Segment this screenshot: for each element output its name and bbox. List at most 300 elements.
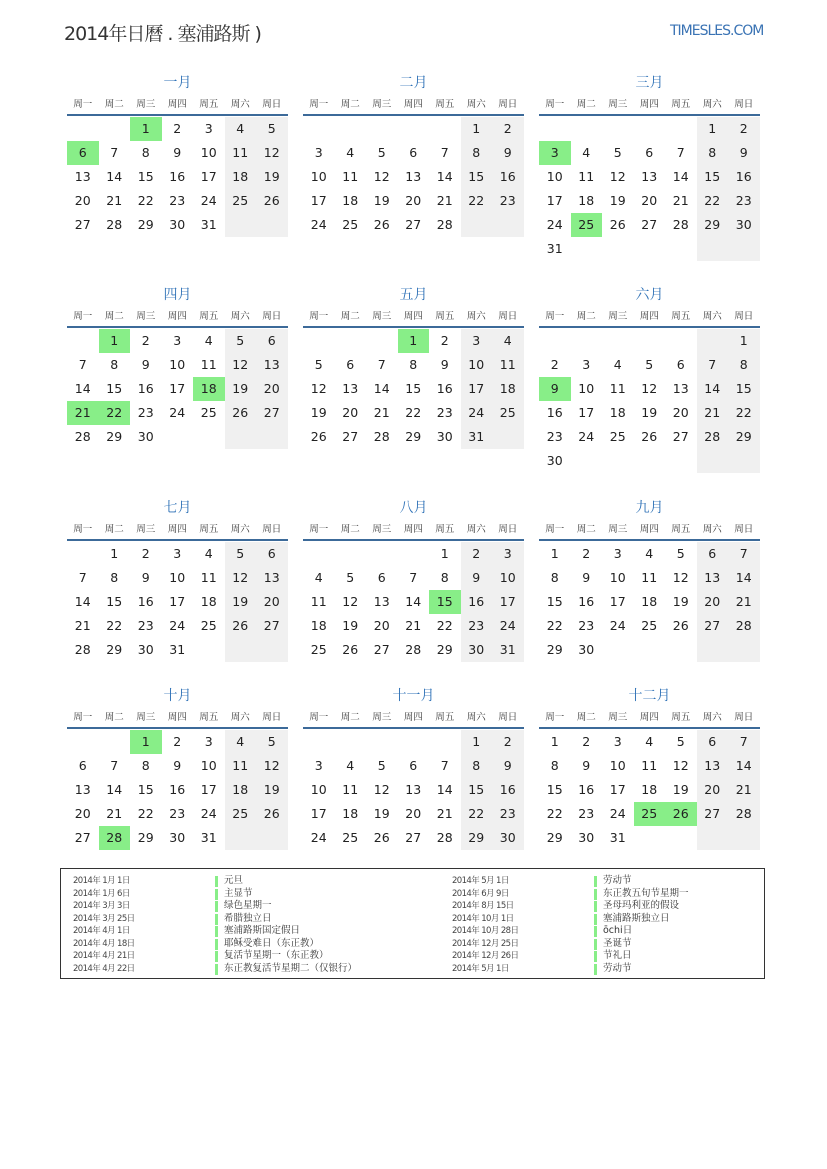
day-cell[interactable]: 12 [256,141,288,165]
day-cell[interactable]: 12 [373,782,390,797]
day-cell[interactable]: 19 [373,806,390,821]
day-cell[interactable]: 24 [609,806,626,821]
day-cell[interactable]: 4 [645,546,654,561]
day-cell[interactable]: 9 [492,141,524,165]
day-cell[interactable]: 24 [200,193,217,208]
day-cell[interactable]: 25 [609,429,626,444]
day-cell[interactable]: 21 [373,405,390,420]
day-cell[interactable]: 30 [436,429,453,444]
day-cell[interactable]: 29 [546,830,563,845]
day-cell[interactable]: 16 [137,594,154,609]
day-cell[interactable]: 5 [225,542,257,566]
day-cell[interactable]: 19 [373,193,390,208]
day-cell[interactable]: 13 [405,782,422,797]
day-cell[interactable]: 24 [609,618,626,633]
day-cell[interactable]: 5 [346,570,355,585]
day-cell[interactable]: 11 [200,357,217,372]
day-cell[interactable]: 14 [373,381,390,396]
day-cell[interactable]: 22 [137,806,154,821]
day-cell[interactable]: 15 [461,165,493,189]
day-cell[interactable]: 1 [728,329,760,353]
day-cell[interactable]: 29 [137,830,154,845]
day-cell[interactable]: 1 [697,117,729,141]
day-cell[interactable]: 3 [492,542,524,566]
day-cell[interactable]: 12 [373,169,390,184]
day-cell[interactable]: 4 [346,145,355,160]
day-cell[interactable]: 23 [169,806,186,821]
day-cell[interactable]: 16 [492,165,524,189]
day-cell[interactable]: 16 [169,169,186,184]
holiday-day-cell[interactable]: 1 [130,730,162,754]
day-cell[interactable]: 13 [405,169,422,184]
day-cell[interactable]: 7 [440,758,449,773]
day-cell[interactable]: 14 [672,169,689,184]
day-cell[interactable]: 14 [405,594,422,609]
holiday-day-cell[interactable]: 18 [193,377,225,401]
day-cell[interactable]: 18 [225,778,257,802]
day-cell[interactable]: 7 [110,145,119,160]
day-cell[interactable]: 2 [141,333,150,348]
day-cell[interactable]: 18 [641,594,658,609]
day-cell[interactable]: 21 [106,806,123,821]
day-cell[interactable]: 14 [436,782,453,797]
day-cell[interactable]: 16 [169,782,186,797]
day-cell[interactable]: 2 [728,117,760,141]
day-cell[interactable]: 3 [173,546,182,561]
day-cell[interactable]: 11 [641,758,658,773]
day-cell[interactable]: 12 [672,570,689,585]
day-cell[interactable]: 27 [256,401,288,425]
day-cell[interactable]: 5 [377,145,386,160]
day-cell[interactable]: 30 [578,642,595,657]
day-cell[interactable]: 26 [256,189,288,213]
day-cell[interactable]: 16 [578,782,595,797]
day-cell[interactable]: 9 [440,357,449,372]
day-cell[interactable]: 8 [409,357,418,372]
day-cell[interactable]: 16 [492,778,524,802]
day-cell[interactable]: 14 [106,782,123,797]
day-cell[interactable]: 5 [314,357,323,372]
day-cell[interactable]: 24 [200,806,217,821]
holiday-day-cell[interactable]: 9 [539,377,571,401]
day-cell[interactable]: 12 [225,566,257,590]
day-cell[interactable]: 20 [256,377,288,401]
day-cell[interactable]: 10 [200,758,217,773]
day-cell[interactable]: 10 [609,570,626,585]
holiday-day-cell[interactable]: 15 [429,590,461,614]
day-cell[interactable]: 29 [436,642,453,657]
day-cell[interactable]: 6 [645,145,654,160]
day-cell[interactable]: 17 [310,193,327,208]
day-cell[interactable]: 12 [672,758,689,773]
day-cell[interactable]: 28 [74,429,91,444]
day-cell[interactable]: 9 [141,357,150,372]
day-cell[interactable]: 13 [697,754,729,778]
day-cell[interactable]: 5 [613,145,622,160]
day-cell[interactable]: 2 [173,734,182,749]
day-cell[interactable]: 6 [697,542,729,566]
day-cell[interactable]: 26 [256,802,288,826]
day-cell[interactable]: 1 [461,117,493,141]
day-cell[interactable]: 10 [200,145,217,160]
day-cell[interactable]: 11 [200,570,217,585]
day-cell[interactable]: 25 [342,830,359,845]
day-cell[interactable]: 27 [405,830,422,845]
day-cell[interactable]: 10 [578,381,595,396]
day-cell[interactable]: 8 [697,141,729,165]
day-cell[interactable]: 28 [436,217,453,232]
day-cell[interactable]: 9 [461,566,493,590]
day-cell[interactable]: 11 [609,381,626,396]
holiday-day-cell[interactable]: 1 [130,117,162,141]
day-cell[interactable]: 23 [578,618,595,633]
day-cell[interactable]: 26 [225,401,257,425]
day-cell[interactable]: 26 [225,614,257,638]
day-cell[interactable]: 22 [461,189,493,213]
day-cell[interactable]: 2 [550,357,559,372]
day-cell[interactable]: 9 [492,754,524,778]
day-cell[interactable]: 30 [461,638,493,662]
day-cell[interactable]: 17 [200,782,217,797]
day-cell[interactable]: 13 [672,381,689,396]
day-cell[interactable]: 29 [106,642,123,657]
day-cell[interactable]: 6 [256,329,288,353]
day-cell[interactable]: 14 [106,169,123,184]
day-cell[interactable]: 24 [578,429,595,444]
day-cell[interactable]: 5 [225,329,257,353]
day-cell[interactable]: 20 [74,193,91,208]
day-cell[interactable]: 18 [492,377,524,401]
day-cell[interactable]: 20 [697,778,729,802]
day-cell[interactable]: 6 [346,357,355,372]
day-cell[interactable]: 8 [461,754,493,778]
day-cell[interactable]: 10 [310,782,327,797]
day-cell[interactable]: 11 [310,594,327,609]
day-cell[interactable]: 27 [74,830,91,845]
day-cell[interactable]: 19 [225,377,257,401]
day-cell[interactable]: 6 [676,357,685,372]
day-cell[interactable]: 3 [582,357,591,372]
day-cell[interactable]: 23 [436,405,453,420]
day-cell[interactable]: 2 [440,333,449,348]
day-cell[interactable]: 20 [256,590,288,614]
day-cell[interactable]: 14 [728,566,760,590]
day-cell[interactable]: 26 [641,429,658,444]
day-cell[interactable]: 23 [137,405,154,420]
day-cell[interactable]: 19 [342,618,359,633]
day-cell[interactable]: 27 [74,217,91,232]
day-cell[interactable]: 2 [492,730,524,754]
day-cell[interactable]: 5 [256,730,288,754]
day-cell[interactable]: 15 [106,594,123,609]
day-cell[interactable]: 26 [342,642,359,657]
day-cell[interactable]: 16 [578,594,595,609]
day-cell[interactable]: 16 [546,405,563,420]
day-cell[interactable]: 20 [697,590,729,614]
day-cell[interactable]: 1 [110,546,119,561]
day-cell[interactable]: 20 [672,405,689,420]
day-cell[interactable]: 28 [436,830,453,845]
day-cell[interactable]: 19 [609,193,626,208]
day-cell[interactable]: 31 [461,425,493,449]
day-cell[interactable]: 5 [256,117,288,141]
day-cell[interactable]: 3 [613,546,622,561]
day-cell[interactable]: 11 [225,141,257,165]
day-cell[interactable]: 4 [225,117,257,141]
day-cell[interactable]: 23 [546,429,563,444]
day-cell[interactable]: 18 [200,594,217,609]
holiday-day-cell[interactable]: 28 [99,826,131,850]
day-cell[interactable]: 30 [169,830,186,845]
day-cell[interactable]: 7 [409,570,418,585]
day-cell[interactable]: 15 [461,778,493,802]
day-cell[interactable]: 17 [609,594,626,609]
day-cell[interactable]: 16 [137,381,154,396]
day-cell[interactable]: 17 [609,782,626,797]
day-cell[interactable]: 23 [461,614,493,638]
day-cell[interactable]: 27 [672,429,689,444]
day-cell[interactable]: 6 [409,758,418,773]
day-cell[interactable]: 11 [342,782,359,797]
day-cell[interactable]: 25 [225,189,257,213]
day-cell[interactable]: 6 [256,542,288,566]
day-cell[interactable]: 4 [582,145,591,160]
day-cell[interactable]: 17 [461,377,493,401]
day-cell[interactable]: 24 [310,830,327,845]
day-cell[interactable]: 28 [405,642,422,657]
day-cell[interactable]: 17 [169,594,186,609]
day-cell[interactable]: 1 [461,730,493,754]
day-cell[interactable]: 27 [405,217,422,232]
day-cell[interactable]: 1 [550,734,559,749]
day-cell[interactable]: 16 [436,381,453,396]
brand-logo[interactable]: TIMESLES.COM [670,23,764,39]
day-cell[interactable]: 9 [582,570,591,585]
day-cell[interactable]: 6 [409,145,418,160]
day-cell[interactable]: 27 [342,429,359,444]
day-cell[interactable]: 10 [492,566,524,590]
day-cell[interactable]: 8 [728,353,760,377]
day-cell[interactable]: 23 [578,806,595,821]
day-cell[interactable]: 8 [461,141,493,165]
day-cell[interactable]: 10 [546,169,563,184]
day-cell[interactable]: 15 [546,594,563,609]
day-cell[interactable]: 24 [169,405,186,420]
day-cell[interactable]: 20 [74,806,91,821]
day-cell[interactable]: 9 [173,145,182,160]
day-cell[interactable]: 2 [461,542,493,566]
day-cell[interactable]: 11 [342,169,359,184]
day-cell[interactable]: 3 [173,333,182,348]
day-cell[interactable]: 8 [141,145,150,160]
holiday-day-cell[interactable]: 1 [398,329,430,353]
day-cell[interactable]: 17 [546,193,563,208]
day-cell[interactable]: 9 [728,141,760,165]
day-cell[interactable]: 26 [609,217,626,232]
day-cell[interactable]: 18 [310,618,327,633]
day-cell[interactable]: 28 [697,425,729,449]
holiday-day-cell[interactable]: 25 [634,802,666,826]
day-cell[interactable]: 14 [74,594,91,609]
day-cell[interactable]: 10 [461,353,493,377]
day-cell[interactable]: 22 [405,405,422,420]
day-cell[interactable]: 19 [672,782,689,797]
day-cell[interactable]: 21 [672,193,689,208]
day-cell[interactable]: 20 [405,193,422,208]
day-cell[interactable]: 31 [546,241,563,256]
day-cell[interactable]: 10 [169,357,186,372]
day-cell[interactable]: 22 [546,618,563,633]
day-cell[interactable]: 4 [204,546,213,561]
holiday-day-cell[interactable]: 25 [571,213,603,237]
day-cell[interactable]: 27 [256,614,288,638]
day-cell[interactable]: 10 [609,758,626,773]
day-cell[interactable]: 10 [310,169,327,184]
day-cell[interactable]: 19 [225,590,257,614]
day-cell[interactable]: 9 [141,570,150,585]
day-cell[interactable]: 27 [697,614,729,638]
day-cell[interactable]: 1 [550,546,559,561]
holiday-day-cell[interactable]: 26 [665,802,697,826]
day-cell[interactable]: 11 [492,353,524,377]
day-cell[interactable]: 30 [169,217,186,232]
day-cell[interactable]: 29 [697,213,729,237]
day-cell[interactable]: 12 [641,381,658,396]
day-cell[interactable]: 4 [204,333,213,348]
day-cell[interactable]: 23 [169,193,186,208]
day-cell[interactable]: 13 [697,566,729,590]
day-cell[interactable]: 18 [342,806,359,821]
day-cell[interactable]: 22 [461,802,493,826]
day-cell[interactable]: 15 [137,169,154,184]
day-cell[interactable]: 20 [342,405,359,420]
day-cell[interactable]: 18 [609,405,626,420]
day-cell[interactable]: 29 [461,826,493,850]
day-cell[interactable]: 14 [436,169,453,184]
day-cell[interactable]: 10 [169,570,186,585]
day-cell[interactable]: 5 [676,546,685,561]
day-cell[interactable]: 1 [440,546,449,561]
day-cell[interactable]: 8 [141,758,150,773]
day-cell[interactable]: 17 [492,590,524,614]
day-cell[interactable]: 23 [728,189,760,213]
day-cell[interactable]: 13 [256,353,288,377]
day-cell[interactable]: 19 [256,778,288,802]
holiday-day-cell[interactable]: 22 [99,401,131,425]
day-cell[interactable]: 12 [310,381,327,396]
day-cell[interactable]: 6 [377,570,386,585]
day-cell[interactable]: 6 [78,758,87,773]
day-cell[interactable]: 7 [728,730,760,754]
day-cell[interactable]: 15 [106,381,123,396]
day-cell[interactable]: 21 [405,618,422,633]
day-cell[interactable]: 14 [74,381,91,396]
day-cell[interactable]: 21 [728,590,760,614]
day-cell[interactable]: 19 [672,594,689,609]
day-cell[interactable]: 12 [256,754,288,778]
day-cell[interactable]: 15 [405,381,422,396]
day-cell[interactable]: 31 [169,642,186,657]
day-cell[interactable]: 17 [578,405,595,420]
day-cell[interactable]: 24 [546,217,563,232]
day-cell[interactable]: 18 [578,193,595,208]
day-cell[interactable]: 31 [609,830,626,845]
day-cell[interactable]: 22 [106,618,123,633]
day-cell[interactable]: 25 [200,405,217,420]
day-cell[interactable]: 13 [256,566,288,590]
day-cell[interactable]: 13 [342,381,359,396]
day-cell[interactable]: 13 [74,782,91,797]
day-cell[interactable]: 3 [314,758,323,773]
day-cell[interactable]: 22 [728,401,760,425]
day-cell[interactable]: 2 [582,546,591,561]
day-cell[interactable]: 30 [546,453,563,468]
day-cell[interactable]: 7 [728,542,760,566]
day-cell[interactable]: 27 [697,802,729,826]
day-cell[interactable]: 28 [728,614,760,638]
day-cell[interactable]: 19 [641,405,658,420]
day-cell[interactable]: 25 [310,642,327,657]
day-cell[interactable]: 24 [492,614,524,638]
day-cell[interactable]: 8 [440,570,449,585]
day-cell[interactable]: 2 [141,546,150,561]
day-cell[interactable]: 23 [137,618,154,633]
day-cell[interactable]: 26 [672,618,689,633]
day-cell[interactable]: 21 [697,401,729,425]
day-cell[interactable]: 17 [169,381,186,396]
day-cell[interactable]: 30 [492,826,524,850]
day-cell[interactable]: 21 [436,193,453,208]
day-cell[interactable]: 19 [256,165,288,189]
day-cell[interactable]: 8 [550,758,559,773]
day-cell[interactable]: 4 [225,730,257,754]
day-cell[interactable]: 11 [225,754,257,778]
day-cell[interactable]: 7 [377,357,386,372]
day-cell[interactable]: 6 [697,730,729,754]
day-cell[interactable]: 7 [110,758,119,773]
holiday-day-cell[interactable]: 3 [539,141,571,165]
day-cell[interactable]: 29 [728,425,760,449]
day-cell[interactable]: 18 [225,165,257,189]
day-cell[interactable]: 30 [137,429,154,444]
day-cell[interactable]: 11 [578,169,595,184]
day-cell[interactable]: 5 [676,734,685,749]
day-cell[interactable]: 28 [74,642,91,657]
day-cell[interactable]: 2 [173,121,182,136]
day-cell[interactable]: 12 [342,594,359,609]
day-cell[interactable]: 29 [106,429,123,444]
day-cell[interactable]: 24 [310,217,327,232]
day-cell[interactable]: 15 [697,165,729,189]
day-cell[interactable]: 27 [373,642,390,657]
day-cell[interactable]: 15 [137,782,154,797]
day-cell[interactable]: 8 [110,357,119,372]
day-cell[interactable]: 17 [310,806,327,821]
day-cell[interactable]: 16 [728,165,760,189]
day-cell[interactable]: 13 [373,594,390,609]
day-cell[interactable]: 28 [728,802,760,826]
day-cell[interactable]: 14 [697,377,729,401]
day-cell[interactable]: 7 [78,570,87,585]
day-cell[interactable]: 19 [310,405,327,420]
day-cell[interactable]: 30 [578,830,595,845]
day-cell[interactable]: 21 [74,618,91,633]
holiday-day-cell[interactable]: 6 [67,141,99,165]
day-cell[interactable]: 26 [373,217,390,232]
day-cell[interactable]: 7 [78,357,87,372]
day-cell[interactable]: 25 [641,618,658,633]
day-cell[interactable]: 11 [641,570,658,585]
